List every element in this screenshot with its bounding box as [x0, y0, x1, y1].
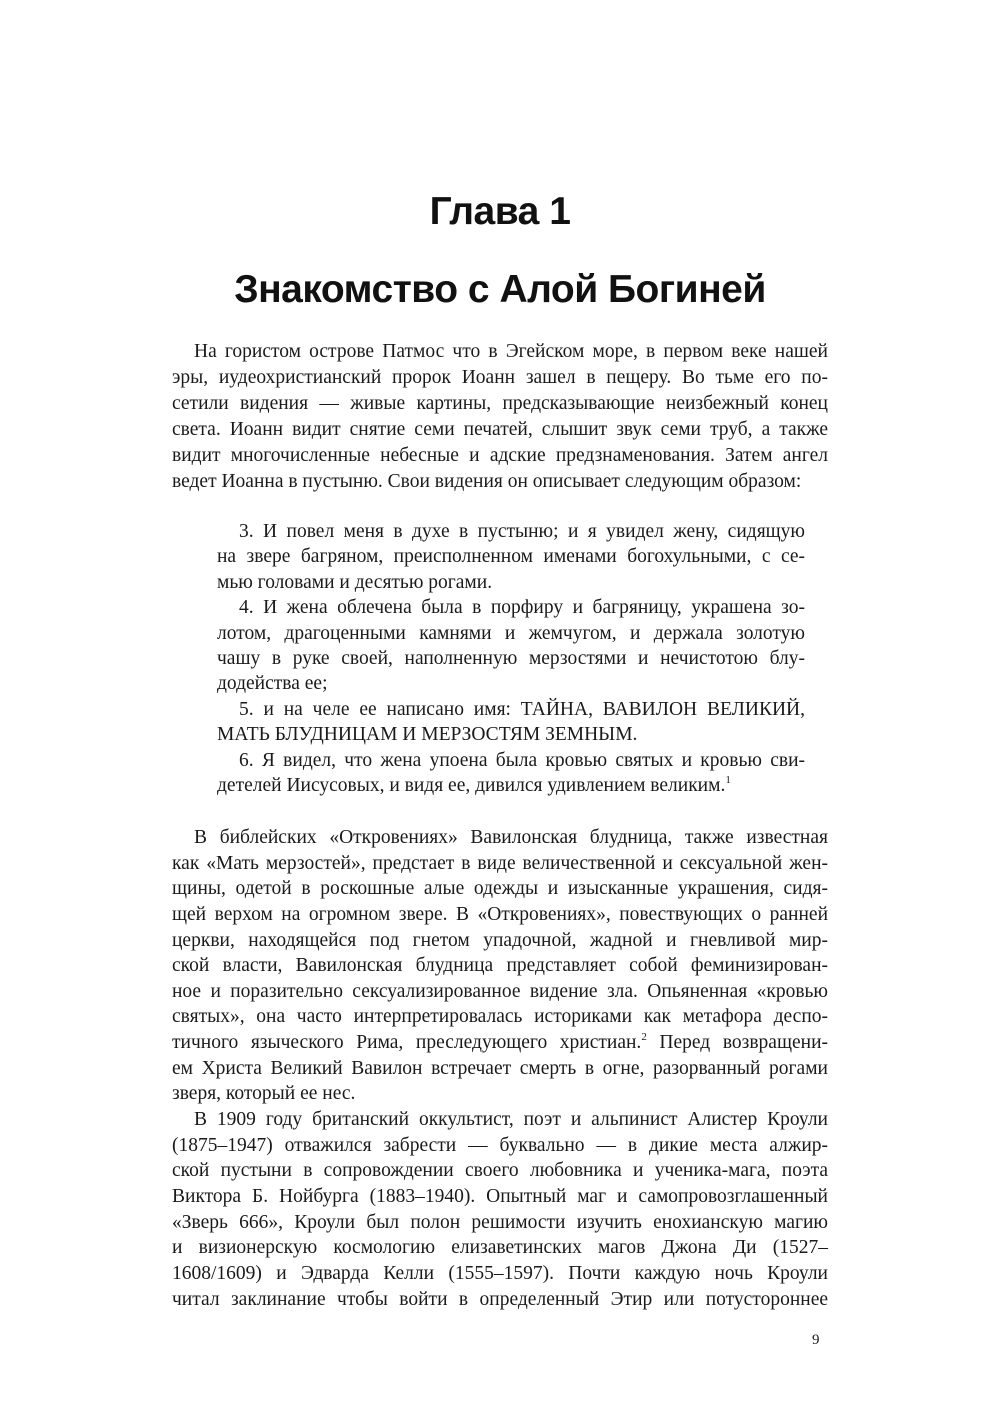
paragraph-body	[172, 825, 828, 1312]
line-text: детелей Иисусовых, и видя ее, дивился удивлением великим.	[217, 774, 726, 796]
chapter-label: Глава 1	[429, 190, 571, 233]
text-line: В 1909 году британский оккультист, поэт и альпинист Алистер Кроули	[194, 1109, 828, 1131]
text-line: мью головами и десятью рогами.	[217, 571, 493, 593]
text-line: щины, одетой в роскошные алые одежды и изысканные украшения, сидя-	[172, 878, 828, 900]
text-line: додейства ее;	[217, 673, 328, 695]
text-line: Виктора Б. Нойбурга (1883–1940). Опытный маг и самопровозглашенный	[172, 1185, 828, 1207]
scripture-quote	[217, 519, 805, 798]
line-text: Перед возвращени-	[646, 1032, 828, 1054]
footnote-marker: 2	[641, 1031, 647, 1044]
text-line: зверя, который ее нес.	[172, 1083, 356, 1105]
footnote-marker: 1	[725, 773, 731, 786]
text-line: святых», она часто интерпретировалась историками как метафора деспо-	[172, 1006, 828, 1028]
paragraph-intro	[172, 339, 828, 495]
text-line: В библейских «Откровениях» Вавилонская блудница, также известная	[194, 827, 828, 848]
text-line: ской пустыни в сопровождении своего любовника и ученика-мага, поэта	[172, 1160, 828, 1182]
text-line: На гористом острове Патмос что в Эгейском море, в первом веке нашей	[194, 341, 828, 362]
line-text: тичного языческого Рима, преследующего христиан.	[172, 1032, 642, 1054]
text-line: эры, иудеохристианский пророк Иоанн зашел в пещеру. Во тьме его по-	[172, 367, 828, 388]
text-line: как «Мать мерзостей», предстает в виде величественной и сексуальной жен-	[172, 852, 828, 874]
text-line: церкви, находящейся под гнетом упадочной, жадной и гневливой мир-	[172, 929, 828, 951]
text-line: света. Иоанн видит снятие семи печатей, слышит звук семи труб, а также	[172, 419, 828, 440]
text-line: МАТЬ БЛУДНИЦАМ И МЕРЗОСТЯМ ЗЕМНЫМ.	[217, 724, 638, 746]
text-line: ное и поразительно сексуализированное видение зла. Опьяненная «кровью	[172, 980, 828, 1002]
chapter-title: Знакомство с Алой Богиней	[234, 268, 766, 311]
text-line: 5. и на челе ее написано имя: ТАЙНА, ВАВИЛОН ВЕЛИКИЙ,	[239, 698, 805, 720]
text-line: читал заклинание чтобы войти в определенный Этир или потустороннее	[172, 1288, 828, 1310]
text-line: и визионерскую космологию елизаветинских магов Джона Ди (1527–	[172, 1237, 828, 1259]
page-number: 9	[812, 1332, 820, 1348]
text-line	[172, 1030, 828, 1056]
text-line: 6. Я видел, что жена упоена была кровью святых и кровью сви-	[239, 749, 805, 771]
text-line: видит многочисленные небесные и адские предзнаменования. Затем ангел	[172, 445, 828, 466]
text-line: чашу в руке своей, наполненную мерзостями и нечистотою блу-	[217, 647, 805, 669]
text-line	[217, 773, 805, 798]
text-line: на звере багряном, преисполненном именами богохульными, с се-	[217, 546, 805, 568]
text-line: лотом, драгоценными камнями и жемчугом, и держала золотую	[217, 622, 805, 644]
text-line: 4. И жена облечена была в порфиру и багряницу, украшена зо-	[239, 597, 805, 619]
text-line: сетили видения — живые картины, предсказывающие неизбежный конец	[172, 393, 828, 414]
text-line: ведет Иоанна в пустыню. Свои видения он описывает следующим образом:	[172, 471, 802, 492]
text-line: ской власти, Вавилонская блудница представляет собой феминизирован-	[172, 955, 828, 977]
text-line: 1608/1609) и Эдварда Келли (1555–1597). Почти каждую ночь Кроули	[172, 1262, 828, 1284]
text-line: щей верхом на огромном звере. В «Откровениях», повествующих о ранней	[172, 903, 828, 925]
text-line: «Зверь 666», Кроули был полон решимости изучить енохианскую магию	[172, 1211, 828, 1233]
text-line: 3. И повел меня в духе в пустыню; и я увидел жену, сидящую	[239, 521, 805, 542]
text-line: ем Христа Великий Вавилон встречает смерть в огне, разорванный рогами	[172, 1057, 828, 1079]
text-line: (1875–1947) отважился забрести — буквально — в дикие места алжир-	[172, 1134, 828, 1156]
